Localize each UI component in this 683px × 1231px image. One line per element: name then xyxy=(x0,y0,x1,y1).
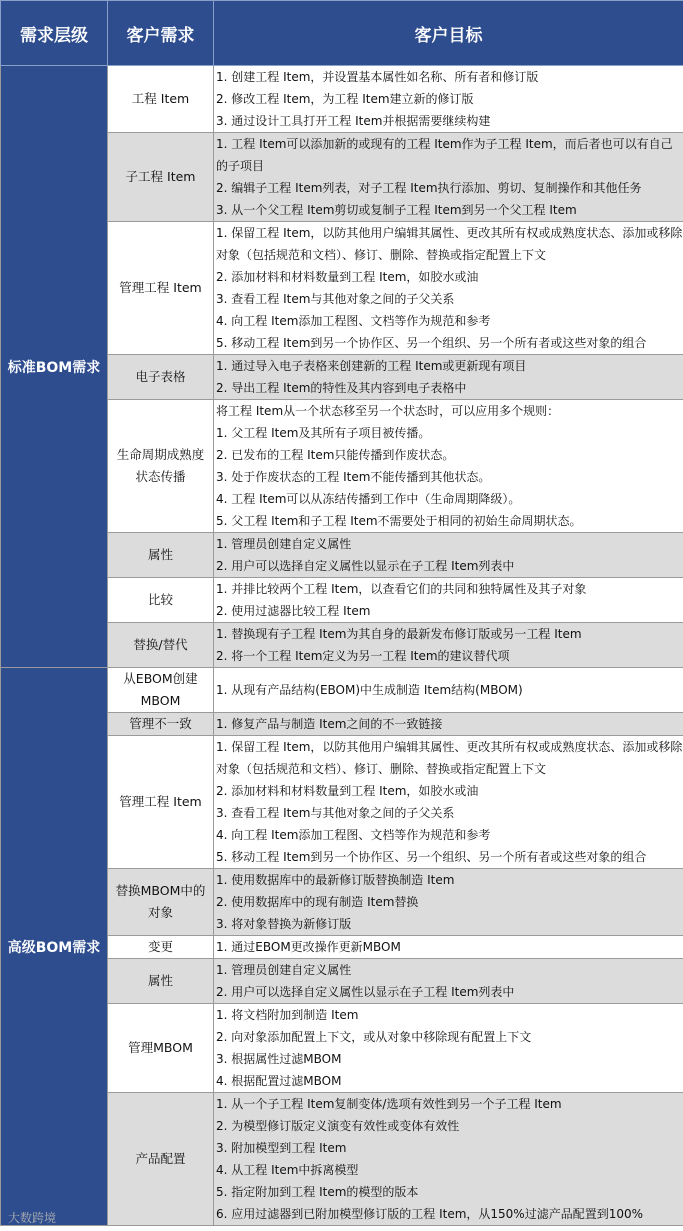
goal-line: 2. 编辑子工程 Item列表，对子工程 Item执行添加、剪切、复制操作和其他任务 xyxy=(216,181,642,195)
need-cell: 变更 xyxy=(108,936,214,959)
goal-line: 2. 为模型修订版定义演变有效性或变体有效性 xyxy=(216,1119,460,1133)
need-cell: 管理工程 Item xyxy=(108,736,214,869)
goal-line: 1. 使用数据库中的最新修订版替换制造 Item xyxy=(216,873,455,887)
goal-line: 4. 工程 Item可以从冻结传播到工作中（生命周期降级）。 xyxy=(216,492,521,506)
goal-line: 5. 移动工程 Item到另一个协作区、另一个组织、另一个所有者或这些对象的组合 xyxy=(216,850,647,864)
need-cell: 电子表格 xyxy=(108,355,214,400)
goal-cell xyxy=(214,1093,683,1226)
goal-cell xyxy=(214,623,683,668)
goal-line: 4. 向工程 Item添加工程图、文档等作为规范和参考 xyxy=(216,828,491,842)
goal-line: 2. 使用过滤器比较工程 Item xyxy=(216,604,371,618)
level-cell: 标准BOM需求 xyxy=(1,66,108,668)
goal-line: 4. 从工程 Item中拆离模型 xyxy=(216,1163,359,1177)
goal-line: 3. 处于作废状态的工程 Item不能传播到其他状态。 xyxy=(216,470,491,484)
goal-line: 2. 用户可以选择自定义属性以显示在子工程 Item列表中 xyxy=(216,985,515,999)
watermark-logo: 大数跨境 xyxy=(8,1211,57,1225)
goal-line: 2. 添加材料和材料数量到工程 Item，如胶水或油 xyxy=(216,270,479,284)
goal-line: 3. 附加模型到工程 Item xyxy=(216,1141,347,1155)
goal-line: 3. 查看工程 Item与其他对象之间的子父关系 xyxy=(216,806,455,820)
need-cell: 生命周期成熟度状态传播 xyxy=(108,400,214,533)
goal-line: 1. 将文档附加到制造 Item xyxy=(216,1008,359,1022)
goal-cell xyxy=(214,400,683,533)
goal-line: 5. 父工程 Item和子工程 Item不需要处于相同的初始生命周期状态。 xyxy=(216,514,582,528)
goal-line: 1. 保留工程 Item，以防其他用户编辑其属性、更改其所有权或成熟度状态、添加或移除对象（包括规范和文档）、修订、删除、替换或指定配置上下文 xyxy=(216,226,683,262)
goal-line: 1. 工程 Item可以添加新的或现有的工程 Item作为子工程 Item，而后者也可以有自己的子项目 xyxy=(216,137,673,173)
goal-line: 1. 修复产品与制造 Item之间的不一致链接 xyxy=(216,717,443,731)
goal-line: 3. 通过设计工具打开工程 Item并根据需要继续构建 xyxy=(216,114,491,128)
table-row xyxy=(1,66,683,133)
need-cell: 属性 xyxy=(108,959,214,1004)
need-cell: 比较 xyxy=(108,578,214,623)
table-body xyxy=(1,66,683,1226)
goal-line: 将工程 Item从一个状态移至另一个状态时，可以应用多个规则： xyxy=(216,404,560,418)
header-goal: 客户目标 xyxy=(214,1,683,66)
goal-cell xyxy=(214,713,683,736)
header-row xyxy=(1,1,683,66)
header-level: 需求层级 xyxy=(1,1,108,66)
goal-cell xyxy=(214,736,683,869)
need-cell: 管理不一致 xyxy=(108,713,214,736)
goal-line: 1. 并排比较两个工程 Item，以查看它们的共同和独特属性及其子对象 xyxy=(216,582,587,596)
goal-line: 2. 导出工程 Item的特性及其内容到电子表格中 xyxy=(216,381,467,395)
goal-line: 1. 保留工程 Item，以防其他用户编辑其属性、更改其所有权或成熟度状态、添加或移除对象（包括规范和文档）、修订、删除、替换或指定配置上下文 xyxy=(216,740,683,776)
goal-line: 5. 指定附加到工程 Item的模型的版本 xyxy=(216,1185,419,1199)
need-cell: 产品配置 xyxy=(108,1093,214,1226)
goal-line: 4. 根据配置过滤MBOM xyxy=(216,1074,342,1088)
goal-line: 2. 将一个工程 Item定义为另一工程 Item的建议替代项 xyxy=(216,649,510,663)
goal-line: 5. 移动工程 Item到另一个协作区、另一个组织、另一个所有者或这些对象的组合 xyxy=(216,336,647,350)
goal-line: 3. 根据属性过滤MBOM xyxy=(216,1052,342,1066)
goal-line: 1. 管理员创建自定义属性 xyxy=(216,963,352,977)
goal-line: 6. 应用过滤器到已附加模型修订版的工程 Item，从150%过滤产品配置到100% xyxy=(216,1207,644,1221)
goal-line: 1. 替换现有子工程 Item为其自身的最新发布修订版或另一工程 Item xyxy=(216,627,582,641)
goal-line: 1. 父工程 Item及其所有子项目被传播。 xyxy=(216,426,431,440)
need-cell: 管理工程 Item xyxy=(108,222,214,355)
goal-line: 4. 向工程 Item添加工程图、文档等作为规范和参考 xyxy=(216,314,491,328)
goal-line: 2. 已发布的工程 Item只能传播到作废状态。 xyxy=(216,448,455,462)
goal-line: 1. 管理员创建自定义属性 xyxy=(216,537,352,551)
need-cell: 从EBOM创建MBOM xyxy=(108,668,214,713)
goal-line: 2. 修改工程 Item，为工程 Item建立新的修订版 xyxy=(216,92,474,106)
goal-cell xyxy=(214,533,683,578)
goal-cell xyxy=(214,869,683,936)
goal-cell xyxy=(214,66,683,133)
goal-line: 3. 将对象替换为新修订版 xyxy=(216,917,352,931)
goal-line: 1. 从现有产品结构(EBOM)中生成制造 Item结构(MBOM) xyxy=(216,683,523,697)
header-need: 客户需求 xyxy=(108,1,214,66)
goal-line: 2. 用户可以选择自定义属性以显示在子工程 Item列表中 xyxy=(216,559,515,573)
goal-line: 2. 向对象添加配置上下文，或从对象中移除现有配置上下文 xyxy=(216,1030,532,1044)
goal-line: 3. 查看工程 Item与其他对象之间的子父关系 xyxy=(216,292,455,306)
need-cell: 子工程 Item xyxy=(108,133,214,222)
need-cell: 属性 xyxy=(108,533,214,578)
goal-cell xyxy=(214,1004,683,1093)
table-row xyxy=(1,668,683,713)
goal-line: 1. 通过EBOM更改操作更新MBOM xyxy=(216,940,401,954)
goal-line: 1. 创建工程 Item，并设置基本属性如名称、所有者和修订版 xyxy=(216,70,539,84)
goal-line: 1. 通过导入电子表格来创建新的工程 Item或更新现有项目 xyxy=(216,359,527,373)
goal-cell xyxy=(214,133,683,222)
goal-line: 3. 从一个父工程 Item剪切或复制子工程 Item到另一个父工程 Item xyxy=(216,203,577,217)
goal-cell xyxy=(214,578,683,623)
goal-cell xyxy=(214,668,683,713)
goal-line: 1. 从一个子工程 Item复制变体/选项有效性到另一个子工程 Item xyxy=(216,1097,562,1111)
need-cell: 替换/替代 xyxy=(108,623,214,668)
goal-cell xyxy=(214,222,683,355)
need-cell: 管理MBOM xyxy=(108,1004,214,1093)
need-cell: 替换MBOM中的对象 xyxy=(108,869,214,936)
goal-cell xyxy=(214,959,683,1004)
level-cell: 高级BOM需求 xyxy=(1,668,108,1226)
goal-cell xyxy=(214,936,683,959)
need-cell: 工程 Item xyxy=(108,66,214,133)
goal-line: 2. 添加材料和材料数量到工程 Item，如胶水或油 xyxy=(216,784,479,798)
goal-line: 2. 使用数据库中的现有制造 Item替换 xyxy=(216,895,419,909)
goal-cell xyxy=(214,355,683,400)
